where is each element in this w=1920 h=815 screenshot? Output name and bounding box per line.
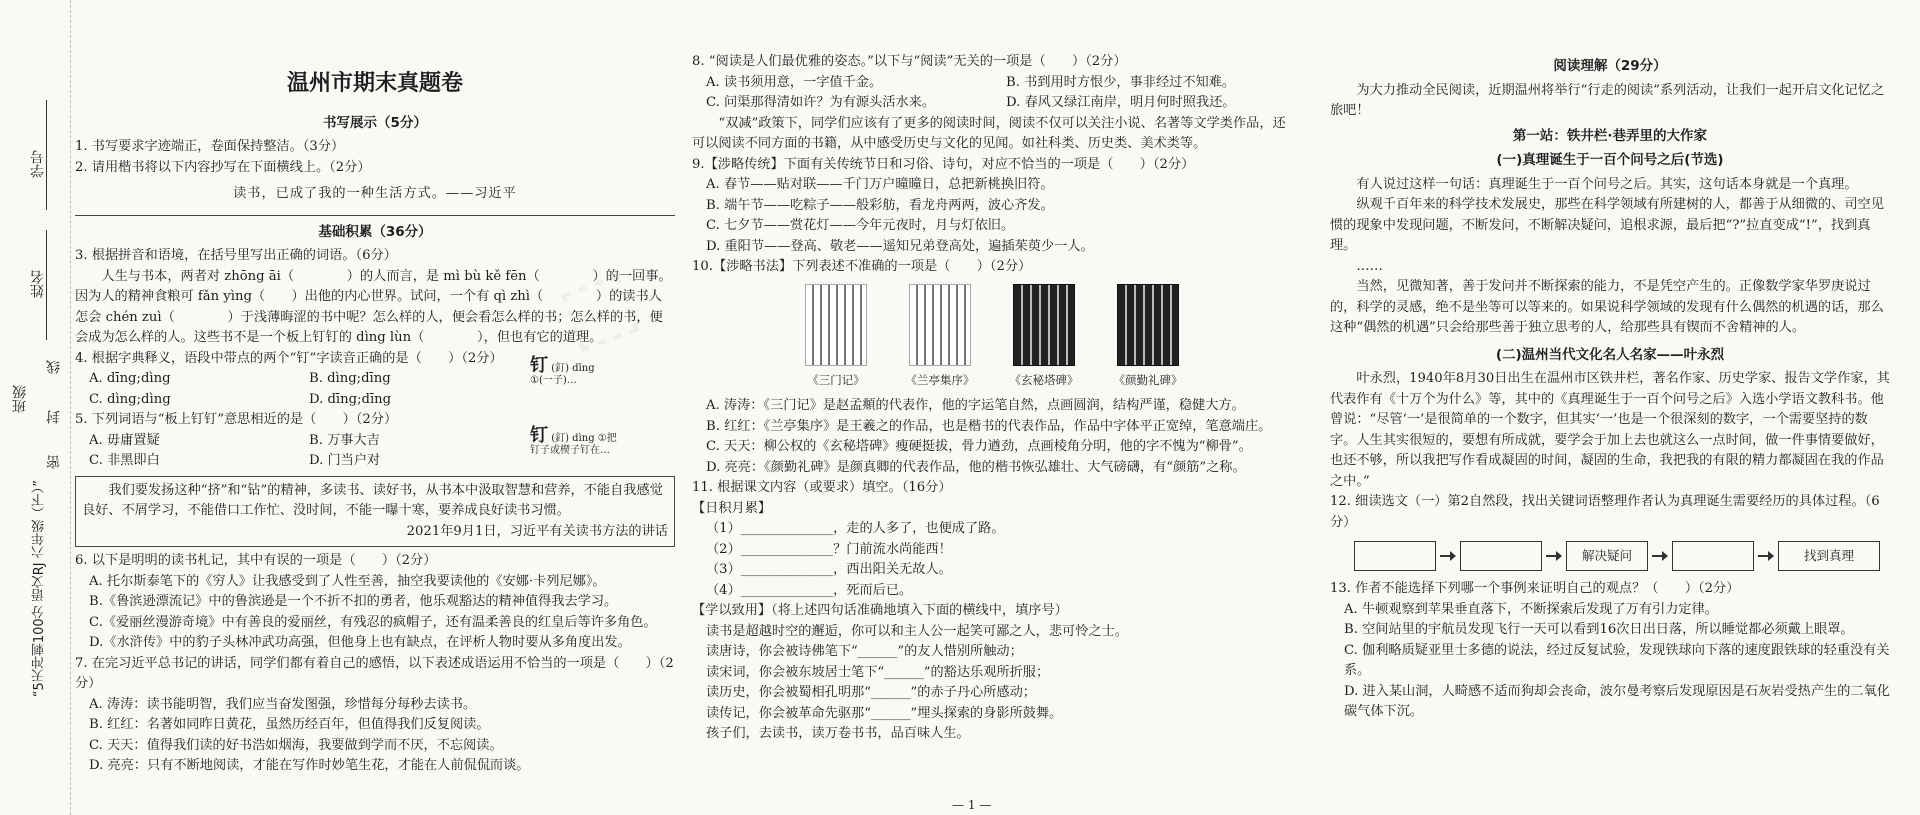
- q4-option-d[interactable]: D. dīng;dīng: [309, 391, 392, 407]
- passage-1-para-2: 纵观千百年来的科学技术发展史，那些在科学领域有所建树的人，都善于从细微的、司空见惯的现象中发现问题，不断发问，不断解决疑问，追根求源，最后把“?”拉直变成“!”，找到真理。: [1330, 197, 1884, 253]
- question-6-options: [75, 572, 675, 654]
- flow-arrow-4: [1758, 542, 1774, 570]
- q8-option-b[interactable]: B. 书到用时方恨少，事非经过不知难。: [1006, 74, 1236, 90]
- passage-1-ellipsis: ……: [1356, 258, 1383, 274]
- flow-box-truth: 找到真理: [1778, 541, 1880, 571]
- q9-option-d[interactable]: D. 重阳节——登高、敬老——遥知兄弟登高处，遍插茱萸少一人。: [706, 238, 1094, 254]
- name-label: 姓名: [30, 270, 46, 298]
- question-7-options: [75, 695, 675, 777]
- name-line: [46, 230, 47, 340]
- flow-arrow-3: [1652, 542, 1668, 570]
- question-1: 1. 书写要求字迹端正，卷面保持整洁。（3分）: [75, 139, 345, 154]
- passage-1-para-1: 有人说过这样一句话：真理诞生于一百个问号之后。其实，这句话本身就是一个真理。: [1356, 176, 1858, 192]
- column-3: [1330, 52, 1890, 723]
- flow-arrow-1: [1440, 542, 1456, 570]
- q10-option-c[interactable]: C. 天天：柳公权的《玄秘塔碑》瘦硬挺拔，骨力遒劲，点画棱角分明，他的字不愧为“柳骨”。: [706, 439, 1252, 454]
- question-13: 13. 作者不能选择下列哪一个事例来证明自己的观点？（ ）（2分）: [1330, 581, 1740, 596]
- q7-option-c[interactable]: C. 天天：值得我们读的好书浩如烟海，我要做到学而不厌，不忘阅读。: [89, 737, 503, 753]
- q4-option-b[interactable]: B. dìng;dīng: [309, 371, 391, 386]
- q10-option-b[interactable]: B. 红红：《兰亭集序》是王羲之的作品，也是楷书的代表作品，作品中字体平正宽绰，笔意端庄。: [706, 418, 1272, 434]
- dict-1-text: (釘) dīng ①(一子)…: [530, 363, 595, 386]
- q11-apply-line-3[interactable]: 读宋词，你会被东坡居士笔下“______”的豁达乐观所折服；: [706, 664, 1050, 680]
- binding-margin: [0, 0, 71, 815]
- q11-apply-line-4[interactable]: 读历史，你会被蜀相孔明那“______”的赤子丹心所感动；: [706, 685, 1036, 700]
- q5-option-d[interactable]: D. 门当户对: [309, 453, 381, 468]
- question-10: 10.【涉略书法】下列表述不准确的一项是（ ）（2分）: [692, 259, 1032, 274]
- question-4-options: [75, 369, 515, 410]
- q13-option-c[interactable]: C. 伽利略质疑亚里士多德的说法，经过反复试验，发现铁球向下落的速度跟铁球的轻重没有关系。: [1344, 642, 1890, 678]
- q10-option-d[interactable]: D. 亮亮：《颜勤礼碑》是颜真卿的代表作品，他的楷书恢弘雄壮、大气磅礴，有“颜筋”之称。: [706, 459, 1246, 475]
- q13-option-d[interactable]: D. 进入某山洞，人畸感不适而狗却会丧命，波尔曼考察后发现原因是石灰岩受热产生的二氧化碳气体下沉。: [1344, 683, 1890, 719]
- flow-box-resolve: 解决疑问: [1566, 541, 1648, 571]
- passage-1-para-3: 当然，见微知著，善于发问并不断探索的能力，不是凭空产生的。正像数学家华罗庚说过的，科学的灵感，绝不是坐等可以等来的。如果说科学领域的发现有什么偶然的机遇的话，那么这种“偶然的机遇”只会给那些善于独立思考的人，给那些具有锲而不舍精神的人。: [1330, 279, 1884, 335]
- question-9-options: [692, 175, 1292, 257]
- station-heading: 第一站：铁井栏·巷弄里的大作家: [1512, 127, 1708, 144]
- q12-flowchart: [1354, 541, 1890, 571]
- watermark-left: ⬚: [546, 249, 650, 364]
- q7-option-b[interactable]: B. 红红：名著如同昨日黄花，虽然历经百年，但值得我们反复阅读。: [89, 717, 490, 732]
- dict-2-text: (釘) dìng ①把钉子或楔子钉在…: [530, 433, 617, 456]
- dict-1-char: 钉: [530, 355, 548, 376]
- question-2: 2. 请用楷书将以下内容抄写在下面横线上。（2分）: [75, 159, 371, 175]
- calligraphy-sanmenji: [791, 284, 881, 391]
- q11-apply-line-5[interactable]: 读传记，你会被革命先驱那“______”埋头探索的身影所鼓舞。: [706, 705, 1063, 721]
- q9-option-a[interactable]: A. 春节——贴对联——千门万户曈曈日，总把新桃换旧符。: [706, 177, 1054, 192]
- q6-option-d[interactable]: D.《水浒传》中的豹子头林冲武功高强，但他身上也有缺点，在评析人物时要从多角度出发。: [89, 635, 631, 650]
- passage-2-para-1: 叶永烈，1940年8月30日出生在温州市区铁井栏，著名作家、历史学家、报告文学作家，其代表作有《十万个为什么》等，其中的《真理诞生于一百个问号之后》入选小学语文教科书。他曾说：“尽管‘一’是很简单的一个数字，但其实‘一’也是一个很深刻的数字，一个需要坚持的数字。人生其实很短的，要想有所成就，要学会于加上去也就这么一点时间，做一件事情要做好，也还不够，所以我把写作看成凝固的时间，凝固的生命，我把我的有限的精力都凝固在我的作品之中。”: [1330, 371, 1890, 489]
- q8-option-c[interactable]: C. 问渠那得清如许？为有源头活水来。: [706, 95, 936, 110]
- flow-box-2[interactable]: [1460, 541, 1542, 571]
- copy-quote: 读书，已成了我的一种生活方式。——习近平: [233, 186, 517, 201]
- q8-option-d[interactable]: D. 春风又绿江南岸，明月何时照我还。: [1006, 95, 1236, 110]
- q7-option-a[interactable]: A. 涛涛：读书能明智，我们应当奋发图强，珍惜每分每秒去读书。: [89, 696, 477, 712]
- question-12: 12. 细读选文（一）第2自然段，找出关键词语整理作者认为真理诞生需要经历的具体过程。（6分）: [1330, 494, 1880, 530]
- calligraphy-samples: [692, 284, 1292, 391]
- q13-option-b[interactable]: B. 空间站里的宇航员发现飞行一天可以看到16次日出日落，所以睡觉都必须戴上眼罩。: [1344, 622, 1854, 637]
- class-label: 班级: [12, 385, 28, 413]
- q4-option-c[interactable]: C. dìng;dìng: [89, 391, 171, 407]
- xuanmitabei-image: [1013, 284, 1075, 366]
- q9-option-c[interactable]: C. 七夕节——赏花灯——今年元夜时，月与灯依旧。: [706, 218, 1015, 233]
- q11-apply-heading: 【学以致用】（将上述四句话准确地填入下面的横线中，填序号）: [692, 603, 1068, 618]
- section-writing: 书写展示（5分）: [323, 114, 427, 131]
- question-13-options: [1330, 600, 1890, 723]
- book-info: “5天冲刺100分 语文RJ 六年级（下）”: [32, 480, 47, 698]
- seal-xian: 线: [46, 360, 62, 374]
- q10-option-a[interactable]: A. 涛涛：《三门记》是赵孟頫的代表作，他的字运笔自然，点画圆润，结构严谨，稳健大方。: [706, 398, 1245, 413]
- flow-box-4[interactable]: [1672, 541, 1754, 571]
- student-no-label: 学号: [30, 150, 46, 178]
- section-reading: 阅读理解（29分）: [1553, 58, 1667, 74]
- passage-1-title: (一)真理诞生于一百个问号之后(节选): [1496, 152, 1724, 168]
- question-4: 4. 根据字典释义，语段中带点的两个“钉”字读音正确的是（ ）（2分）: [75, 350, 503, 366]
- q5-option-b[interactable]: B. 万事大吉: [309, 432, 380, 448]
- q11-blank-4[interactable]: （4）______________，死而后已。: [706, 582, 913, 598]
- question-8: 8. “阅读是人们最优雅的姿态。”以下与“阅读”无关的一项是（ ）（2分）: [692, 54, 1127, 69]
- q9-option-b[interactable]: B. 端午节——吃粽子——般彩舫，看龙舟两两，波心齐发。: [706, 197, 1054, 213]
- lantingjixu-caption: 《兰亭集序》: [905, 372, 975, 387]
- question-5: 5. 下列词语与“板上钉钉”意思相近的是（ ）（2分）: [75, 412, 398, 427]
- yanqinlibei-image: [1117, 284, 1179, 366]
- q7-option-d[interactable]: D. 亮亮：只有不断地阅读，才能在写作时妙笔生花，才能在人前侃侃而谈。: [89, 758, 530, 773]
- exam-title: 温州市期末真题卷: [286, 71, 463, 96]
- seal-mi: 密: [46, 455, 62, 469]
- q5-option-c[interactable]: C. 非黑即白: [89, 453, 160, 468]
- question-5-options: [75, 431, 515, 472]
- question-11: 11. 根据课文内容（或要求）填空。（16分）: [692, 480, 952, 495]
- lantingjixu-image: [909, 284, 971, 366]
- flow-arrow-2: [1546, 542, 1562, 570]
- xi-quote-source: 2021年9月1日，习近平有关读书方法的讲话: [406, 523, 668, 539]
- dict-entry-1: [530, 355, 620, 387]
- q11-blank-1[interactable]: （1）______________，走的人多了，也便成了路。: [706, 521, 1005, 536]
- question-7: 7. 在完习近平总书记的讲话，同学们都有着自己的感悟，以下表述成语运用不恰当的一项是（ ）（2分）: [75, 655, 674, 691]
- student-no-line: [46, 100, 47, 210]
- column-1: [75, 40, 675, 777]
- reading-intro: 为大力推动全民阅读，近期温州将举行“行走的阅读”系列活动，让我们一起开启文化记忆之旅吧！: [1330, 82, 1885, 118]
- question-9: 9.【涉略传统】下面有关传统节日和习俗、诗句，对应不恰当的一项是（ ）（2分）: [692, 156, 1195, 172]
- q11-apply-line-1: 读书是超越时空的邂逅，你可以和主人公一起笑可鄙之人，悲可怜之士。: [706, 623, 1128, 639]
- passage-2-title: (二)温州当代文化名人名家——叶永烈: [1495, 346, 1725, 363]
- question-8-options: [692, 73, 1292, 114]
- xuanmitabei-caption: 《玄秘塔碑》: [1009, 372, 1079, 387]
- calligraphy-xuanmitabei: [999, 284, 1089, 391]
- q11-blank-3[interactable]: （3）______________，西出阳关无故人。: [706, 562, 952, 577]
- calligraphy-lantingjixu: [895, 284, 985, 391]
- column-2: [692, 52, 1292, 745]
- q11-blank-2[interactable]: （2）______________？门前流水尚能西！: [706, 541, 952, 557]
- dict-2-char: 钉: [530, 425, 548, 446]
- q6-option-c[interactable]: C.《爱丽丝漫游奇境》中有善良的爱丽丝，有残忍的疯帽子，还有温柔善良的红皇后等许多角色。: [89, 614, 657, 630]
- sanmenji-caption: 《三门记》: [807, 372, 865, 387]
- q4-option-a[interactable]: A. dīng;dìng: [89, 371, 171, 386]
- section-basics: 基础积累（36分）: [318, 223, 432, 240]
- q11-apply-line-6: 孩子们，去读书，读万卷书书，品百味人生。: [706, 726, 970, 741]
- q11-apply-line-2[interactable]: 读唐诗，你会被诗佛笔下“______”的友人惜别所触动；: [706, 644, 1023, 659]
- question-10-options: [692, 396, 1292, 478]
- question-3-passage: 人生与书本，两者对 zhōng āi（ ）的人而言，是 mì bù kě fēn（ ）的一回事。因为人的精神食粮可 fǎn yìng（ ）出他的内心世界。试问，一个有 qì zhì（ ）的读书人怎会 chén zuì（ ）于浅薄晦涩的书中呢？怎么样的人，便会看怎么样的书；怎么样的书，便会成为怎么样的人。这些书不是一个板上钉钉的 dìng lùn（ ），但也有它的道理。: [75, 268, 672, 345]
- copy-line[interactable]: [75, 215, 675, 216]
- dict-entry-2: [530, 425, 620, 457]
- sanmenji-image: [805, 284, 867, 366]
- flow-box-1[interactable]: [1354, 541, 1436, 571]
- question-3: 3. 根据拼音和语境，在括号里写出正确的词语。（6分）: [75, 248, 397, 263]
- calligraphy-yanqinlibei: [1103, 284, 1193, 391]
- q8-option-a[interactable]: A. 读书须用意，一字值千金。: [706, 74, 883, 90]
- page-number: — 1 —: [952, 798, 992, 812]
- q13-option-a[interactable]: A. 牛顿观察到苹果垂直落下，不断探索后发现了万有引力定律。: [1344, 601, 1718, 617]
- q6-option-a[interactable]: A. 托尔斯泰笔下的《穷人》让我感受到了人性至善，抽空我要读他的《安娜·卡列尼娜》。: [89, 573, 606, 589]
- question-6: 6. 以下是明明的读书札记，其中有误的一项是（ ）（2分）: [75, 553, 437, 568]
- seal-feng: 封: [46, 410, 62, 424]
- q5-option-a[interactable]: A. 毋庸置疑: [89, 432, 160, 448]
- xi-quote-text: 我们要发扬这种“挤”和“钻”的精神，多读书、读好书，从书本中汲取智慧和营养，不能自我感觉良好、不屑学习，不能借口工作忙、没时间，不能一曝十寒，要养成良好读书习惯。: [82, 482, 663, 518]
- double-reduction-paragraph: “双减”政策下，同学们应该有了更多的阅读时间，阅读不仅可以关注小说、名著等文学类作品，还可以阅读不同方面的书籍，从中感受历史与文化的见闻。如社科类、历史类、美术类等。: [692, 115, 1286, 151]
- q6-option-b[interactable]: B.《鲁滨逊漂流记》中的鲁滨逊是一个不折不扣的勇者，他乐观豁达的精神值得我去学习。: [89, 594, 618, 609]
- yanqinlibei-caption: 《颜勤礼碑》: [1113, 372, 1183, 387]
- q11-daily-heading: 【日积月累】: [692, 500, 772, 516]
- xi-quote-box: [75, 476, 675, 548]
